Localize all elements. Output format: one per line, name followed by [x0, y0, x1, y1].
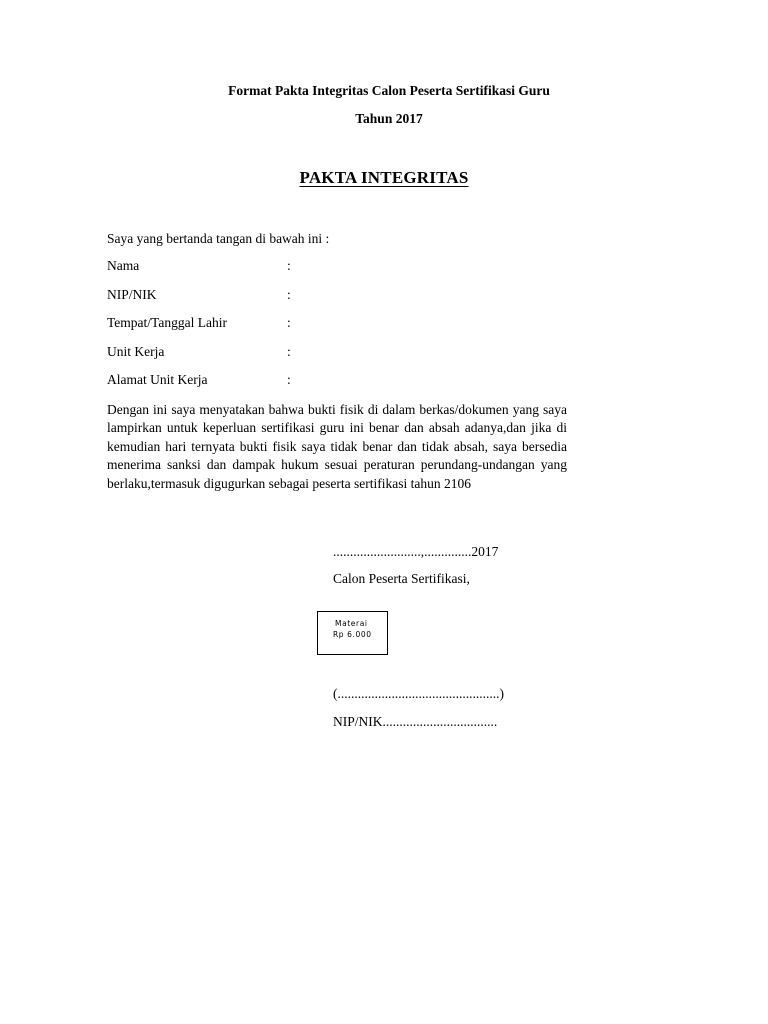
- field-separator: :: [287, 372, 291, 387]
- field-row-alamat-unit-kerja: [107, 372, 407, 390]
- signature-date-line: ..........................,..............2017: [333, 544, 499, 559]
- field-label: Alamat Unit Kerja: [107, 372, 208, 387]
- signature-name-line: (................................................): [333, 686, 504, 701]
- statement-paragraph: Dengan ini saya menyatakan bahwa bukti fisik di dalam berkas/dokumen yang saya lampirkan untuk keperluan sertifikasi guru ini benar dan absah adanya,dan jika di kemudian hari ternyata bukti fisik saya tidak benar dan tidak absah, saya bersedia menerima sanksi dan dampak hukum sesuai peraturan perundang-undangan yang berlaku,termasuk digugurkan sebagai peserta sertifikasi tahun 2106: [107, 402, 567, 491]
- stamp-amount: Rp 6.000: [333, 630, 372, 639]
- field-row-unit-kerja: [107, 344, 407, 362]
- field-row-nama: [107, 258, 407, 276]
- field-label: Tempat/Tanggal Lahir: [107, 315, 227, 330]
- field-separator: :: [287, 344, 291, 359]
- field-separator: :: [287, 287, 291, 302]
- header-year: Tahun 2017: [355, 111, 423, 126]
- field-row-nip: [107, 287, 407, 305]
- stamp-label: Materai: [335, 619, 368, 628]
- field-separator: :: [287, 258, 291, 273]
- field-label: NIP/NIK: [107, 287, 157, 302]
- field-separator: :: [287, 315, 291, 330]
- field-label: Nama: [107, 258, 140, 273]
- document-title: [0, 168, 768, 188]
- document-title-text: PAKTA INTEGRITAS: [299, 168, 469, 187]
- header-format-title: Format Pakta Integritas Calon Peserta Sertifikasi Guru: [228, 83, 550, 98]
- field-label: Unit Kerja: [107, 344, 165, 359]
- signature-nip-line: NIP/NIK..................................: [333, 714, 498, 729]
- signature-role: Calon Peserta Sertifikasi,: [333, 571, 470, 586]
- field-row-tempat-tanggal-lahir: [107, 315, 407, 333]
- stamp-duty-box: [317, 611, 388, 655]
- intro-text: Saya yang bertanda tangan di bawah ini :: [107, 231, 330, 246]
